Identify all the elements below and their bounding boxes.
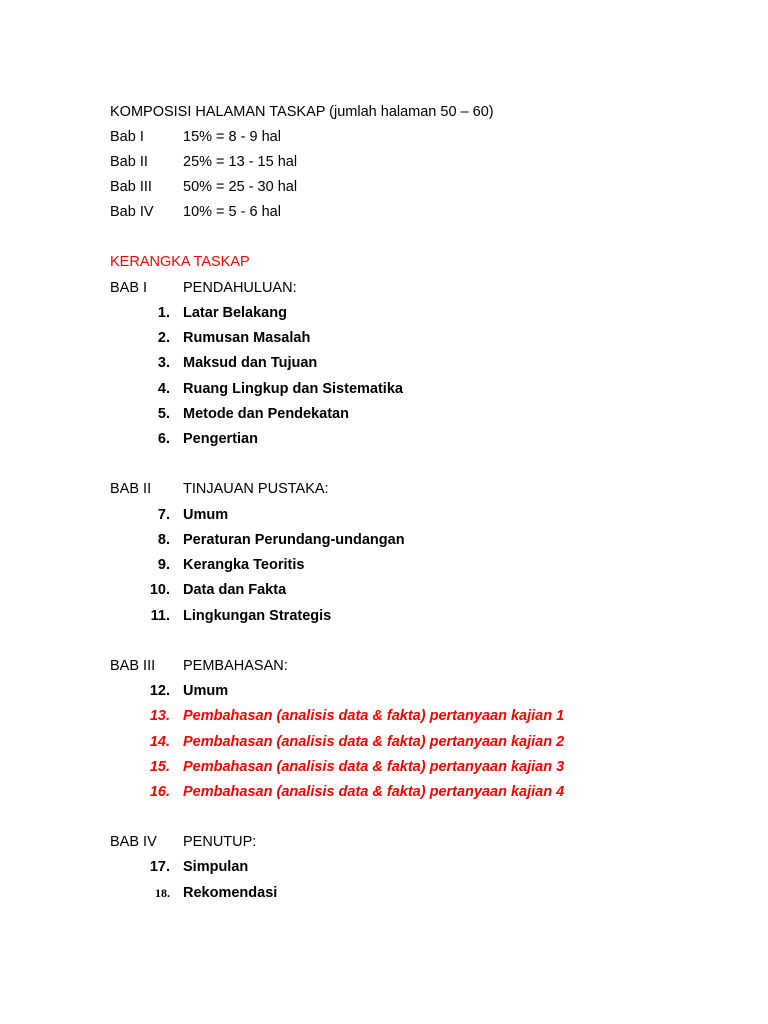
item-number: 13. [149,708,170,724]
chapter-title: TINJAUAN PUSTAKA: [183,481,329,497]
item-text: Lingkungan Strategis [183,608,332,624]
item-text: Metode dan Pendekatan [183,406,349,422]
item-text: Pembahasan (analisis data & fakta) pertanyaan kajian 3 [183,759,565,775]
item-text: Kerangka Teoritis [183,557,305,573]
composition-row-value: 50% = 25 - 30 hal [183,179,298,195]
item-number: 5. [157,406,170,422]
chapter-label: BAB III [110,658,156,674]
item-text: Pembahasan (analisis data & fakta) pertanyaan kajian 4 [183,784,565,800]
item-text: Pembahasan (analisis data & fakta) pertanyaan kajian 1 [183,708,565,724]
item-number: 4. [157,381,170,397]
item-text: Maksud dan Tujuan [183,355,318,371]
item-number: 2. [157,330,170,346]
item-text: Rekomendasi [183,885,278,901]
composition-row-label: Bab III [110,179,152,195]
item-text: Umum [183,507,229,523]
item-number: 7. [157,507,170,523]
composition-row-value: 10% = 5 - 6 hal [183,204,281,220]
item-number: 9. [157,557,170,573]
item-number: 11. [150,608,170,624]
item-number: 14. [149,734,170,750]
item-number: 16. [149,784,170,800]
item-text: Rumusan Masalah [183,330,311,346]
item-number: 17. [149,859,170,875]
chapter-label: BAB II [110,481,152,497]
item-text: Ruang Lingkup dan Sistematika [183,381,403,397]
chapter-title: PENUTUP: [183,834,257,850]
composition-row-label: Bab I [110,129,144,145]
chapter-label: BAB I [110,280,148,296]
item-text: Umum [183,683,229,699]
composition-row-value: 25% = 13 - 15 hal [183,154,298,170]
item-text: Peraturan Perundang-undangan [183,532,405,548]
item-number: 6. [157,431,170,447]
item-number: 18. [155,886,170,900]
item-number: 3. [157,355,170,371]
item-text: Latar Belakang [183,305,287,321]
item-number: 10. [149,582,170,598]
item-number: 8. [157,532,170,548]
item-text: Simpulan [183,859,249,875]
composition-row-value: 15% = 8 - 9 hal [183,129,281,145]
item-number: 1. [157,305,170,321]
chapter-title: PEMBAHASAN: [183,658,288,674]
item-number: 15. [149,759,170,775]
chapter-label: BAB IV [110,834,157,850]
framework-heading: KERANGKA TASKAP [110,254,250,270]
item-number: 12. [149,683,170,699]
composition-heading: KOMPOSISI HALAMAN TASKAP (jumlah halaman 50 – 60) [110,104,494,120]
composition-row-label: Bab IV [110,204,154,220]
item-text: Pengertian [183,431,258,447]
chapter-title: PENDAHULUAN: [183,280,297,296]
composition-row-label: Bab II [110,154,148,170]
item-text: Data dan Fakta [183,582,287,598]
item-text: Pembahasan (analisis data & fakta) pertanyaan kajian 2 [183,734,565,750]
